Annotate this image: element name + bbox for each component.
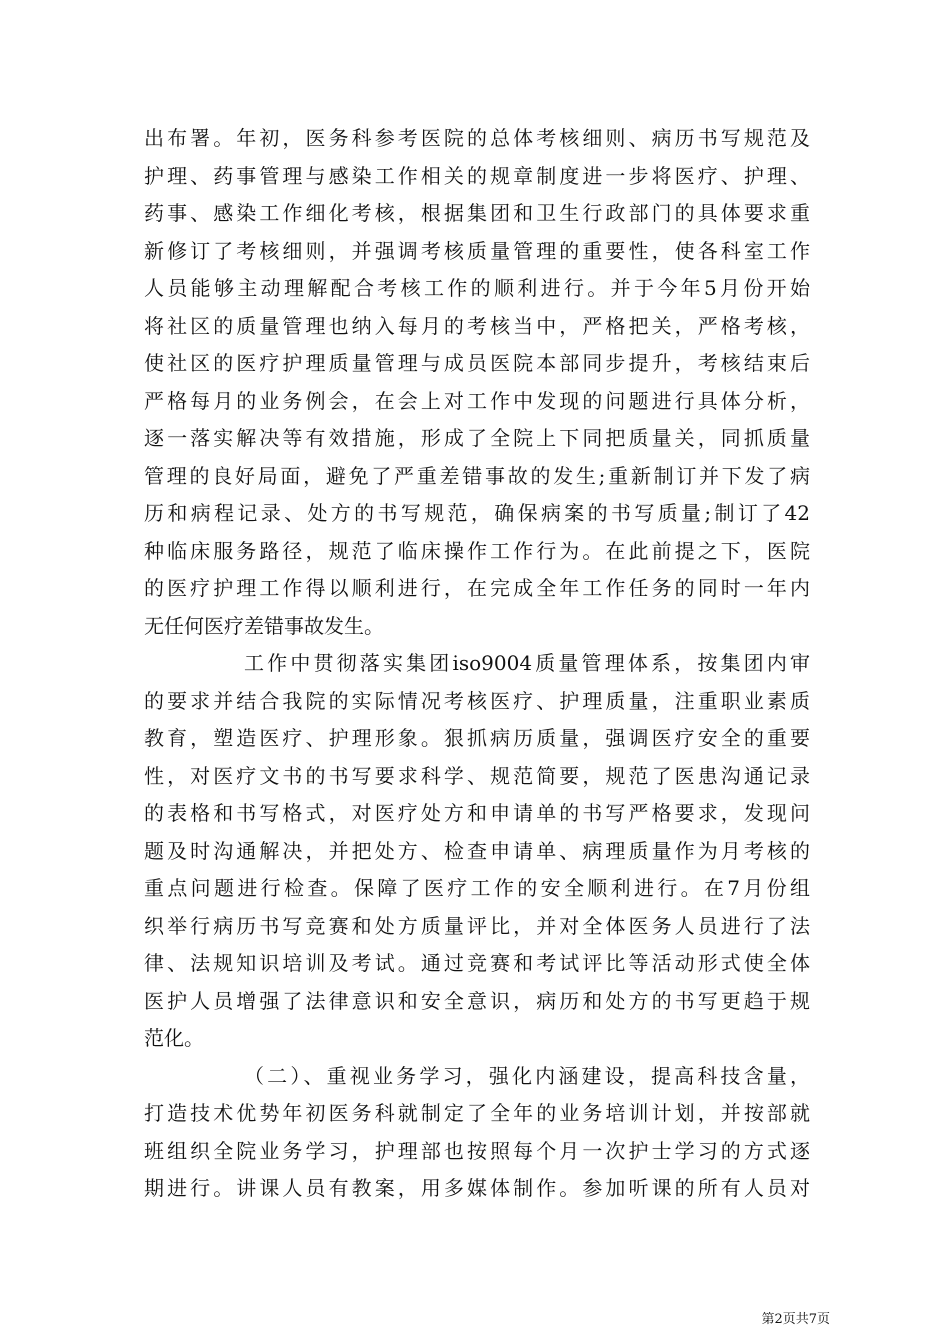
- text-line: 无任何医疗差错事故发生。: [144, 613, 384, 638]
- text-line: 管理的良好局面，避免了严重差错事故的发生;重新制订并下发了病: [144, 463, 810, 488]
- body-text: [144, 120, 810, 1208]
- paragraph-1: [144, 120, 810, 645]
- text-line: 范化。: [144, 1026, 204, 1050]
- text-line: 医护人员增强了法律意识和安全意识，病历和处方的书写更趋于规: [144, 988, 810, 1013]
- text-line: 使社区的医疗护理质量管理与成员医院本部同步提升，考核结束后: [144, 351, 810, 375]
- text-line: 题及时沟通解决，并把处方、检查申请单、病理质量作为月考核的: [144, 838, 810, 863]
- text-line: （二）、重视业务学习，强化内涵建设，提高科技含量，: [244, 1063, 810, 1088]
- text-line: 药事、感染工作细化考核，根据集团和卫生行政部门的具体要求重: [144, 201, 810, 225]
- text-line: 织举行病历书写竞赛和处方质量评比，并对全体医务人员进行了法: [144, 913, 810, 938]
- text-line: 性，对医疗文书的书写要求科学、规范简要，规范了医患沟通记录: [144, 763, 810, 788]
- text-line: 的医疗护理工作得以顺利进行，在完成全年工作任务的同时一年内: [144, 576, 810, 600]
- text-line: 打造技术优势年初医务科就制定了全年的业务培训计划，并按部就: [144, 1101, 810, 1125]
- text-line: 期进行。讲课人员有教案，用多媒体制作。参加听课的所有人员对: [144, 1176, 810, 1200]
- text-line: 护理、药事管理与感染工作相关的规章制度进一步将医疗、护理、: [144, 163, 810, 188]
- text-line: 人员能够主动理解配合考核工作的顺利进行。并于今年5月份开始: [144, 276, 810, 300]
- page-number: 第2页共7页: [761, 1312, 830, 1327]
- paragraph-2: [144, 645, 810, 1058]
- text-line: 的表格和书写格式，对医疗处方和申请单的书写严格要求，发现问: [144, 801, 810, 825]
- text-line: 将社区的质量管理也纳入每月的考核当中，严格把关，严格考核，: [144, 313, 810, 338]
- text-line: 教育，塑造医疗、护理形象。狠抓病历质量，强调医疗安全的重要: [144, 726, 810, 750]
- text-line: 出布署。年初，医务科参考医院的总体考核细则、病历书写规范及: [144, 126, 810, 150]
- text-line: 种临床服务路径，规范了临床操作工作行为。在此前提之下，医院: [144, 538, 810, 563]
- text-line: 重点问题进行检查。保障了医疗工作的安全顺利进行。在7月份组: [144, 876, 810, 900]
- text-line: 班组织全院业务学习，护理部也按照每个月一次护士学习的方式逐: [144, 1138, 810, 1163]
- text-line: 的要求并结合我院的实际情况考核医疗、护理质量，注重职业素质: [144, 688, 810, 713]
- paragraph-3: [144, 1058, 810, 1208]
- text-line: 历和病程记录、处方的书写规范，确保病案的书写质量;制订了42: [144, 501, 810, 525]
- text-line: 新修订了考核细则，并强调考核质量管理的重要性，使各科室工作: [144, 238, 810, 263]
- text-line: 逐一落实解决等有效措施，形成了全院上下同把质量关，同抓质量: [144, 426, 810, 450]
- text-line: 工作中贯彻落实集团iso9004质量管理体系，按集团内审: [244, 651, 810, 675]
- text-line: 严格每月的业务例会，在会上对工作中发现的问题进行具体分析，: [144, 388, 810, 413]
- text-line: 律、法规知识培训及考试。通过竞赛和考试评比等活动形式使全体: [144, 951, 810, 975]
